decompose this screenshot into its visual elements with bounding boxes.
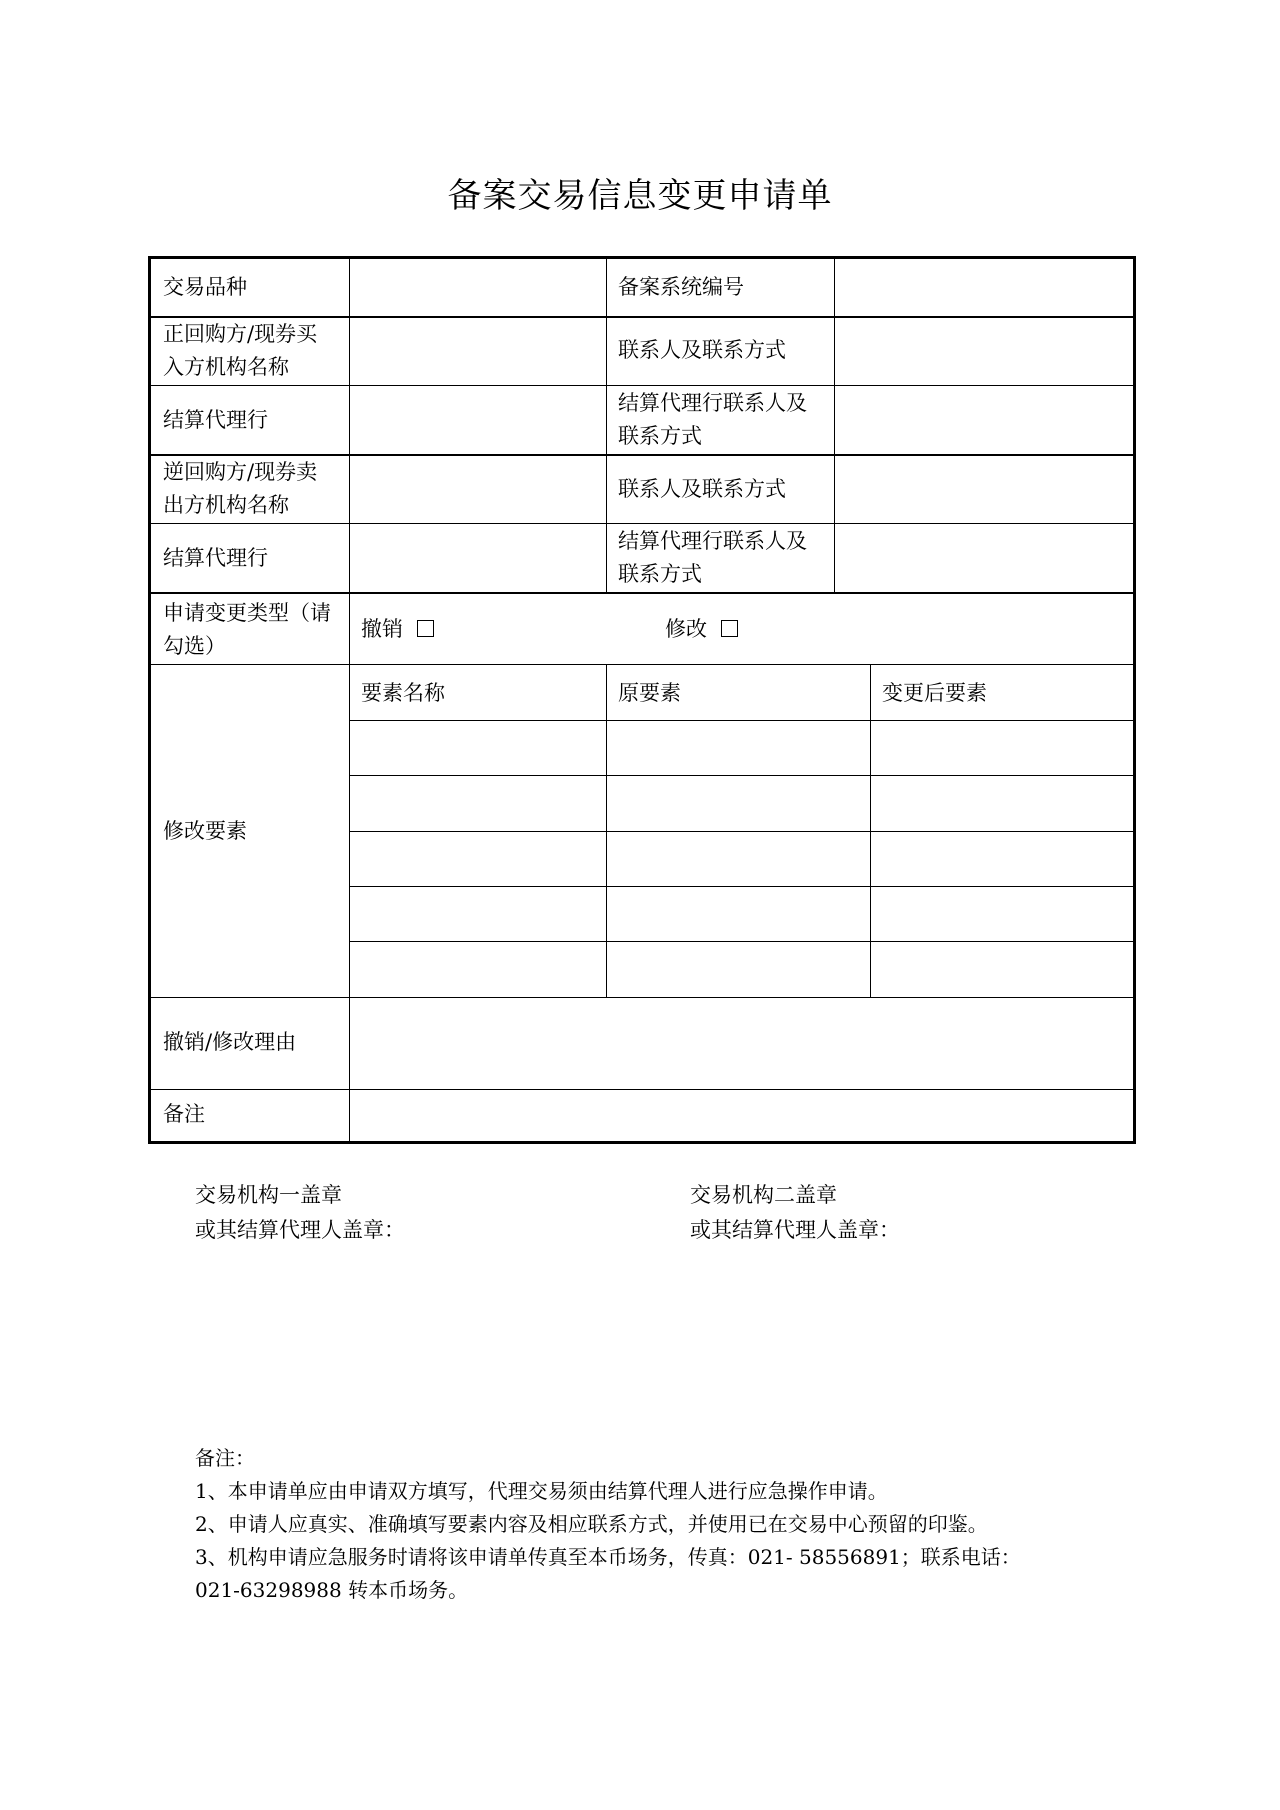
col-header-element-name: 要素名称 [361, 681, 445, 705]
notes-section [195, 1442, 1021, 1607]
label-buyer-contact: 联系人及联系方式 [618, 338, 786, 362]
note-item: 021-63298988 转本币场务。 [195, 1578, 469, 1602]
label-filing-number: 备案系统编号 [618, 275, 744, 299]
option-modify[interactable] [665, 613, 738, 646]
col-divider [606, 664, 607, 997]
label-buyer-agent-contact-line2: 联系方式 [618, 424, 702, 448]
col-divider [606, 259, 607, 592]
notes-heading: 备注： [195, 1446, 255, 1470]
row-divider [151, 997, 1133, 998]
label-buyer-institution-line1: 正回购方/现券买 [163, 322, 318, 346]
label-remarks: 备注 [163, 1102, 205, 1126]
grid-divider [349, 941, 1133, 942]
signature-party2 [690, 1178, 900, 1248]
label-buyer-agent-contact-line1: 结算代理行联系人及 [618, 391, 807, 415]
option-cancel[interactable] [361, 613, 434, 646]
col-header-original-element: 原要素 [618, 681, 681, 705]
signature-party2-line2: 或其结算代理人盖章： [690, 1218, 900, 1242]
label-buyer-institution-line2: 入方机构名称 [163, 355, 289, 379]
label-change-type-line2: 勾选） [163, 634, 226, 658]
row-divider [151, 664, 1133, 665]
note-item: 1、本申请单应由申请双方填写，代理交易须由结算代理人进行应急操作申请。 [195, 1479, 888, 1503]
label-seller-agent-contact-line1: 结算代理行联系人及 [618, 529, 807, 553]
label-seller-contact: 联系人及联系方式 [618, 477, 786, 501]
label-seller-institution-line2: 出方机构名称 [163, 493, 289, 517]
label-buyer-settlement-agent: 结算代理行 [163, 408, 268, 432]
application-form-table [148, 256, 1136, 1144]
grid-divider [349, 886, 1133, 887]
label-change-type-line1: 申请变更类型（请 [163, 601, 331, 625]
label-modify-elements: 修改要素 [163, 819, 247, 843]
col-divider [834, 259, 835, 592]
page-title: 备案交易信息变更申请单 [447, 176, 833, 216]
row-divider [151, 523, 1133, 524]
row-divider [151, 385, 1133, 386]
option-modify-label: 修改 [665, 617, 707, 641]
signature-party1-line1: 交易机构一盖章 [195, 1183, 342, 1207]
modify-checkbox[interactable] [721, 620, 738, 637]
col-header-changed-element: 变更后要素 [882, 681, 987, 705]
label-trade-type: 交易品种 [163, 275, 247, 299]
label-seller-institution-line1: 逆回购方/现券卖 [163, 460, 318, 484]
col-divider [870, 664, 871, 997]
signature-party1-line2: 或其结算代理人盖章： [195, 1218, 405, 1242]
signature-party2-line1: 交易机构二盖章 [690, 1183, 837, 1207]
label-reason: 撤销/修改理由 [163, 1030, 297, 1054]
grid-divider [349, 775, 1133, 776]
row-divider [151, 592, 1133, 594]
row-divider [151, 1089, 1133, 1090]
cancel-checkbox[interactable] [417, 620, 434, 637]
grid-divider [349, 720, 1133, 721]
note-item: 3、机构申请应急服务时请将该申请单传真至本币场务，传真：021- 58556891；联系电话： [195, 1545, 1021, 1569]
signature-party1 [195, 1178, 405, 1248]
col-divider [349, 259, 350, 1141]
grid-divider [349, 831, 1133, 832]
option-cancel-label: 撤销 [361, 617, 403, 641]
label-seller-settlement-agent: 结算代理行 [163, 546, 268, 570]
note-item: 2、申请人应真实、准确填写要素内容及相应联系方式，并使用已在交易中心预留的印鉴。 [195, 1512, 988, 1536]
label-seller-agent-contact-line2: 联系方式 [618, 562, 702, 586]
